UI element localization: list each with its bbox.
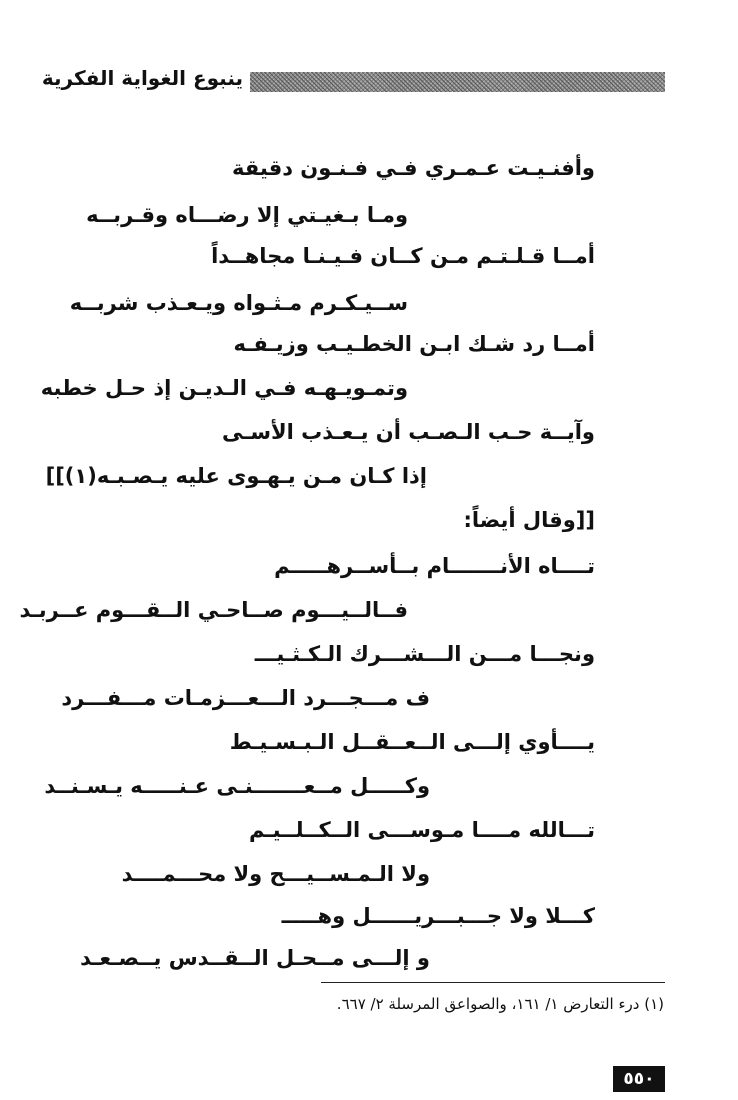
verse-line: تــــاه الأنـــــــام بــأســرهـــــم bbox=[274, 554, 595, 578]
section-intro: [[وقال أيضاً: bbox=[463, 508, 595, 532]
verse-line: إذا كـان مـن يـهـوى عليه يـصـبـه(١)]] bbox=[45, 464, 427, 488]
verse-line: ونجـــا مـــن الـــشـــرك الـكـثـيـــ bbox=[254, 642, 595, 666]
verse-line: يــــأوي إلـــى الــعــقــل الـبـسـيـط bbox=[229, 730, 595, 754]
verse-line: ومـا بـغيـتي إلا رضـــاه وقـربــه bbox=[86, 203, 408, 227]
running-header-title: ينبوع الغواية الفكرية bbox=[41, 66, 243, 90]
footnote-separator bbox=[321, 982, 665, 983]
verse-line: وآيــة حـب الـصـب أن يـعـذب الأسـى bbox=[221, 420, 595, 444]
footnote: (١) درء التعارض ١/ ١٦١، والصواعق المرسلة ٢/ ٦٦٧. bbox=[336, 995, 664, 1013]
verse-line: ســيـكـرم مـثـواه ويـعـذب شربــه bbox=[69, 291, 408, 315]
page-number: ٥٥٠ bbox=[613, 1066, 665, 1092]
verse-line: وأفنـيـت عـمـري فـي فـنـون دقيقة bbox=[232, 156, 595, 180]
verse-line: أمــا رد شـك ابـن الخطـيـب وزيـفـه bbox=[233, 332, 595, 356]
verse-line: أمــا قـلـتـم مـن كــان فـيـنـا مجاهــداً bbox=[211, 244, 595, 268]
verse-line: فــالــيـــوم صــاحـي الــقـــوم عــربـد bbox=[19, 598, 408, 622]
verse-line: ف مـــجـــرد الـــعـــزمـات مـــفـــرد bbox=[61, 686, 430, 710]
header-decorative-bar bbox=[250, 72, 665, 92]
verse-line: كـــلا ولا جـــبـــريــــــل وهـــــ bbox=[281, 904, 595, 928]
verse-line: وتمـويـهـه فـي الـديـن إذ حـل خطبه bbox=[40, 376, 408, 400]
verse-line: تـــالله مــــا مـوســـى الــكــلــيـم bbox=[249, 818, 595, 842]
verse-line: و إلـــى مــحـل الــقــدس يــصـعـد bbox=[80, 946, 430, 970]
verse-line: وكـــــل مــعـــــــنـى عـنـــــه يـسـنــد bbox=[44, 774, 430, 798]
verse-line: ولا الـمـســيـــح ولا محـــمــــد bbox=[121, 862, 430, 886]
